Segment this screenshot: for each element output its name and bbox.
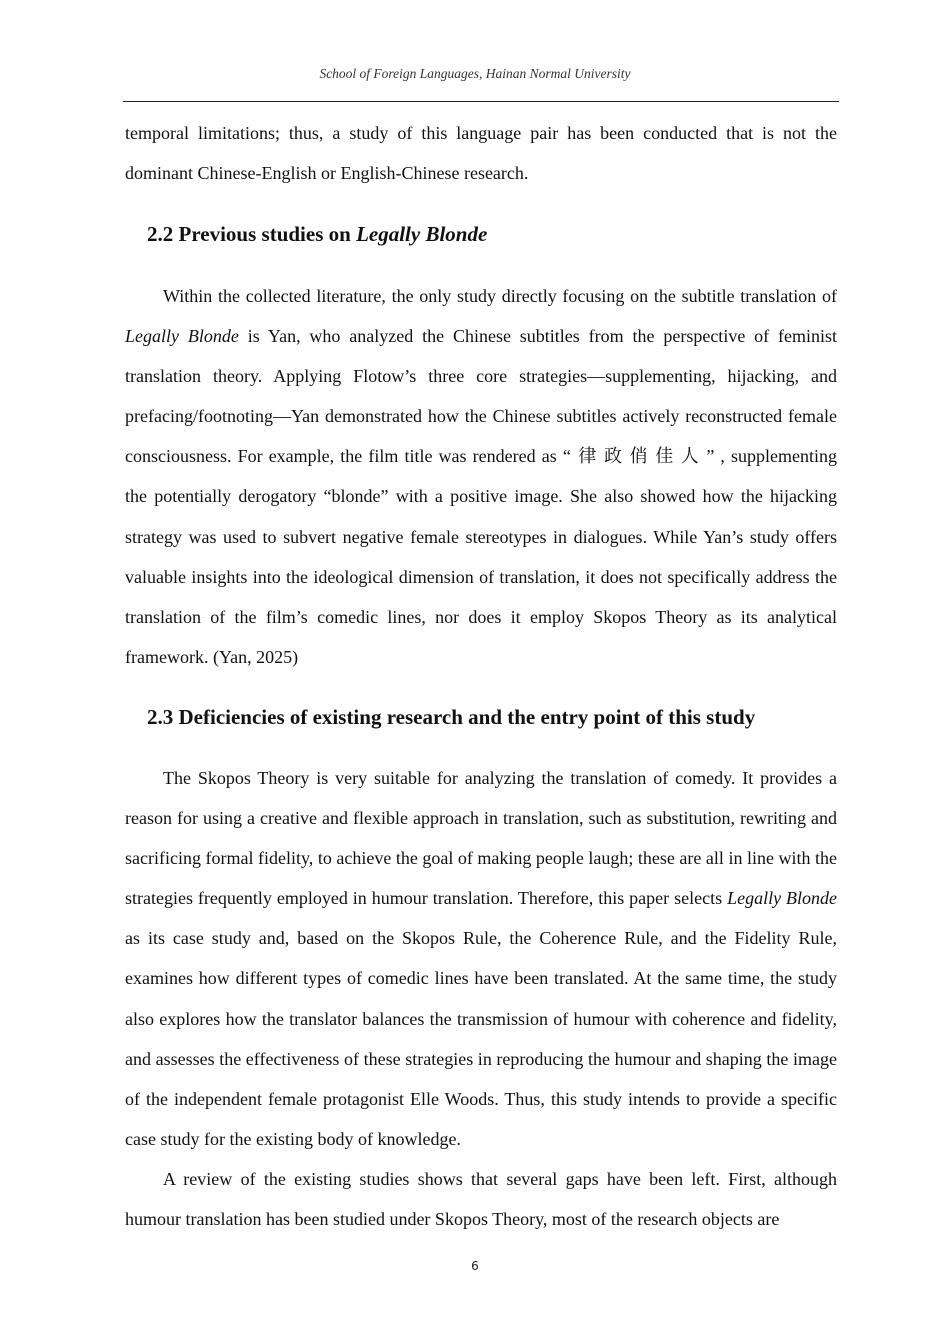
section-heading-2-2 [147, 222, 487, 247]
paragraph-text: The Skopos Theory is very suitable for analyzing the translation of comedy. It provides a reason for using a creative and flexible approach in translation, such as substitution, rewriting and sacrificing formal fidelity, to achieve the goal of making people laugh; these are all in line with the strategies frequently employed in humour translation. Therefore, this paper selects [125, 768, 837, 909]
section-2-2-body [125, 276, 837, 677]
paragraph-text: temporal limitations; thus, a study of this language pair has been conducted that is not the dominant Chinese-English or English-Chinese research. [125, 123, 837, 184]
film-title: Legally Blonde [125, 326, 239, 347]
continuation-paragraph [125, 113, 837, 193]
section-2-3-body [125, 758, 837, 1239]
section-heading-2-3: 2.3 Deficiencies of existing research and the entry point of this study [147, 705, 756, 729]
paragraph-text: as its case study and, based on the Skopos Rule, the Coherence Rule, and the Fidelity Rule, examines how different types of comedic lines have been translated. At the same time, the study also explores how the translator balances the transmission of humour with coherence and fidelity, and assesses the effectiveness of these strategies in reproducing the humour and shaping the image of the independent female protagonist Elle Woods. Thus, this study intends to provide a specific case study for the existing body of knowledge. [125, 928, 837, 1149]
paragraph-text: is Yan, who analyzed the Chinese subtitles from the perspective of feminist translation theory. Applying Flotow’s three core strategies—supplementing, hijacking, and prefacing/footnoting—Yan demonstrated how the Chinese subtitles actively reconstructed female consciousness. For example, the film title was rendered as [125, 326, 838, 467]
paragraph-text: , supplementing the potentially derogatory “blonde” with a positive image. She also showed how the hijacking strategy was used to subvert negative female stereotypes in dialogues. While Yan’s study offers valuable insights into the ideological dimension of translation, it does not specifically address the translation of the film’s comedic lines, nor does it employ Skopos Theory as its analytical framework. (Yan, 2025) [125, 446, 837, 667]
header-divider [123, 101, 839, 102]
chinese-film-title: “律政俏佳人” [562, 446, 721, 467]
paragraph-text: Within the collected literature, the only study directly focusing on the subtitle translation of [163, 286, 837, 306]
film-title: Legally Blonde [727, 888, 837, 909]
paragraph: A review of the existing studies shows that several gaps have been left. First, although humour translation has been studied under Skopos Theory, most of the research objects are [125, 1168, 837, 1230]
page-number: 6 [471, 1259, 479, 1273]
running-header: School of Foreign Languages, Hainan Normal University [319, 66, 631, 81]
paragraph [125, 758, 837, 1159]
paragraph [125, 276, 837, 677]
heading-film-title: Legally Blonde [356, 222, 488, 246]
heading-text: 2.2 Previous studies on [147, 222, 357, 246]
